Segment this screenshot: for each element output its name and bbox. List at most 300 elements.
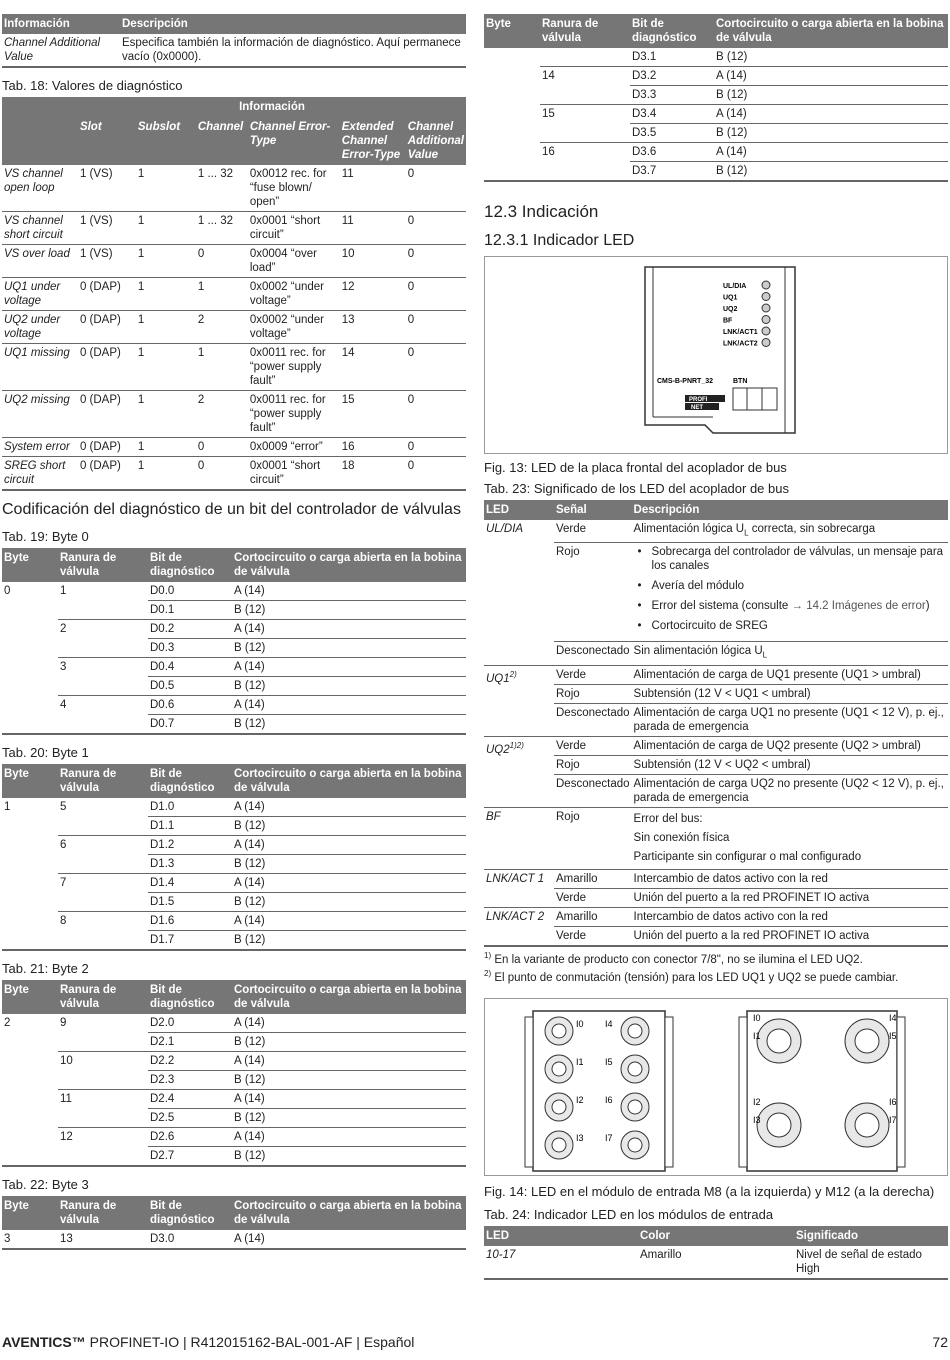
table-cell: 0 [406, 391, 466, 438]
led-indicator-icon [762, 293, 770, 301]
byte-cell [2, 620, 58, 639]
slot-cell: 11 [60, 1093, 72, 1105]
brand: AVENTICS™ [2, 1334, 86, 1350]
table-row [2, 582, 466, 601]
table-row [2, 677, 466, 696]
coil-cell: B (12) [714, 124, 948, 143]
table-cell: 0 [196, 457, 248, 491]
coil-cell: A (14) [714, 143, 948, 162]
signal: Desconectado [554, 642, 632, 665]
table-cell: 0x0001 “short circuit” [248, 212, 340, 245]
slot-cell [540, 124, 630, 143]
led-lnk-act-2: LNK/ACT 2 [484, 907, 554, 946]
slot-cell: 6 [60, 839, 67, 851]
coil-cell: B (12) [232, 893, 466, 912]
table-cell: 1 [136, 212, 196, 245]
slot-cell: 8 [60, 915, 67, 927]
coil-cell: A (14) [232, 620, 466, 639]
table-row [2, 165, 466, 212]
input-label: I0 [753, 1013, 761, 1024]
diag-bit-cell: D3.1 [630, 48, 714, 67]
table-cell: 0 (DAP) [78, 457, 136, 491]
input-label: I3 [753, 1115, 761, 1126]
desc: Subtensión (12 V < UQ2 < umbral) [632, 755, 948, 774]
byte-table-caption: Tab. 19: Byte 0 [2, 529, 89, 544]
coil-cell: B (12) [232, 1033, 466, 1052]
table-row [2, 658, 466, 677]
signal: Amarillo [554, 869, 632, 888]
coil-cell: B (12) [232, 855, 466, 874]
table-row [2, 696, 466, 715]
diag-bit-cell: D3.4 [630, 105, 714, 124]
led-uq1: UQ1$^{2)}$ [484, 665, 554, 736]
col-header [2, 117, 78, 165]
slot-cell [58, 639, 148, 658]
table-cell: System error [2, 438, 78, 457]
table-row [2, 1128, 466, 1147]
byte-cell: 1 [4, 801, 11, 813]
led-indicator-icon [762, 316, 770, 324]
diag-bit-cell: D2.7 [148, 1147, 232, 1167]
col-header: Channel Error-Type [248, 117, 340, 165]
coil-cell: B (12) [232, 601, 466, 620]
table-cell: 0 [406, 212, 466, 245]
signal: Desconectado [554, 703, 632, 736]
device-label: CMS-B-PNRT_32 [657, 378, 714, 385]
table-cell: 1 [136, 457, 196, 491]
byte-cell [484, 67, 540, 86]
table-cell: 0 (DAP) [78, 391, 136, 438]
desc: Unión del puerto a la red PROFINET IO activa [632, 888, 948, 907]
diag-bit-cell: D2.5 [148, 1109, 232, 1128]
byte-cell [2, 1128, 58, 1147]
byte-cell [2, 601, 58, 620]
table-cell: 0x0001 “short circuit” [248, 457, 340, 491]
diag-bit-cell: D0.7 [148, 715, 232, 735]
slot-cell [58, 1147, 148, 1167]
byte-cell [2, 836, 58, 855]
heading-led: 12.3.1 Indicador LED [484, 232, 635, 249]
info-row-label: Channel Additional Value [2, 34, 120, 67]
col-header: LED [484, 500, 554, 520]
signal: Verde [554, 888, 632, 907]
table-cell: 0x0002 “under voltage” [248, 311, 340, 344]
coil-cell: A (14) [232, 836, 466, 855]
led-label: UQ1 [723, 294, 738, 302]
slot-cell: 16 [542, 146, 555, 158]
fig14-image [484, 998, 948, 1176]
col-header: Cortocircuito o carga abierta en la bobina de válvula [714, 14, 948, 48]
byte-table [2, 764, 466, 951]
table-row [2, 438, 466, 457]
led-indicator-icon [762, 339, 770, 347]
input-label: I7 [889, 1115, 897, 1126]
table-cell: UQ1 under voltage [2, 278, 78, 311]
group-header: Información [78, 97, 466, 117]
diag-bit-cell: D0.4 [148, 658, 232, 677]
signal: Rojo [554, 543, 632, 642]
led-label: UL/DIA [723, 283, 747, 290]
col-header: Bit de diagnóstico [148, 980, 232, 1014]
byte-cell [2, 1052, 58, 1071]
table-row [2, 344, 466, 391]
desc: Intercambio de datos activo con la red [632, 869, 948, 888]
table-cell: 16 [340, 438, 406, 457]
table-row [484, 67, 948, 86]
input-label: I0 [576, 1019, 584, 1030]
byte-cell [2, 931, 58, 951]
coil-cell: A (14) [232, 1090, 466, 1109]
diag-bit-cell: D0.0 [148, 582, 232, 601]
byte-tables [2, 529, 466, 1250]
col-header: Cortocircuito o carga abierta en la bobina de válvula [232, 764, 466, 798]
table-cell: UQ2 missing [2, 391, 78, 438]
table-row [2, 817, 466, 836]
desc: Alimentación de carga UQ1 no presente (UQ1 < 12 V), p. ej., parada de emergencia [632, 703, 948, 736]
byte-cell [2, 696, 58, 715]
coil-cell: A (14) [232, 1230, 466, 1249]
table-cell: 1 [196, 278, 248, 311]
signal: Verde [554, 736, 632, 755]
col-header: Channel Additional Value [406, 117, 466, 165]
led-indicator-icon [762, 304, 770, 312]
table-cell: 1 (VS) [78, 165, 136, 212]
byte-cell [484, 124, 540, 143]
col-header: Significado [794, 1226, 948, 1246]
table-row [484, 86, 948, 105]
input-label: I7 [605, 1133, 613, 1144]
coil-cell: A (14) [232, 1128, 466, 1147]
table-cell: 0 [406, 438, 466, 457]
table-cell: 1 [136, 344, 196, 391]
diag-bit-cell: D0.3 [148, 639, 232, 658]
table-cell: 1 ... 32 [196, 165, 248, 212]
desc: Intercambio de datos activo con la red [632, 907, 948, 926]
table-cell: Amarillo [638, 1246, 794, 1279]
diag-bit-cell: D0.2 [148, 620, 232, 639]
table-row [2, 620, 466, 639]
slot-cell [540, 86, 630, 105]
col-header: Bit de diagnóstico [148, 764, 232, 798]
slot-cell [58, 715, 148, 735]
table-cell: 10 [340, 245, 406, 278]
input-label: I2 [753, 1097, 761, 1108]
table-cell: 1 (VS) [78, 212, 136, 245]
heading-indicacion: 12.3 Indicación [484, 202, 599, 221]
col-header: Ranura de válvula [540, 14, 630, 48]
table-cell: 0 [406, 311, 466, 344]
coil-cell: A (14) [232, 1052, 466, 1071]
page-number: 72 [932, 1334, 948, 1350]
byte3-continuation-table [484, 14, 948, 182]
table-row [484, 105, 948, 124]
signal: Desconectado [554, 774, 632, 807]
left-column [2, 14, 466, 1250]
slot-cell [58, 855, 148, 874]
byte-cell [2, 874, 58, 893]
table-cell: 1 [136, 278, 196, 311]
table-cell: VS channel open loop [2, 165, 78, 212]
col-header: Slot [78, 117, 136, 165]
footer-text: PROFINET-IO | R412015162-BAL-001-AF | Español [85, 1334, 415, 1350]
slot-cell [58, 1033, 148, 1052]
input-label: I6 [889, 1097, 897, 1108]
table-row [2, 874, 466, 893]
desc: Error del bus: Sin conexión física Participante sin configurar o mal configurado [632, 807, 948, 869]
table-cell: 1 [136, 391, 196, 438]
led-uq2: $UQ2^{1)2)}$ [484, 736, 554, 807]
byte-cell [2, 855, 58, 874]
input-label: I4 [605, 1019, 613, 1030]
coil-cell: B (12) [232, 639, 466, 658]
col-header: Color [638, 1226, 794, 1246]
table-row [2, 457, 466, 491]
btn-label: BTN [733, 378, 748, 385]
bullet-item: • Sobrecarga del controlador de válvulas, un mensaje para los canales [634, 545, 946, 573]
diag-bit-cell: D2.1 [148, 1033, 232, 1052]
table-cell: 2 [196, 391, 248, 438]
table-cell: 0 [406, 165, 466, 212]
table-row [2, 931, 466, 951]
coil-cell: A (14) [232, 582, 466, 601]
input-label: I3 [576, 1133, 584, 1144]
table-row [2, 311, 466, 344]
byte-cell [2, 893, 58, 912]
col-header: Señal [554, 500, 632, 520]
byte-cell [2, 1033, 58, 1052]
coil-cell: B (12) [232, 1109, 466, 1128]
diag-bit-cell: D0.5 [148, 677, 232, 696]
byte-table [2, 980, 466, 1167]
col-header: Bit de diagnóstico [148, 548, 232, 582]
table-cell: 1 [136, 165, 196, 212]
footnote-1: $^{1)}$ En la variante de producto con conector 7/8", no se ilumina el LED UQ2. [484, 950, 863, 966]
byte-cell [2, 1109, 58, 1128]
table-cell: 0 (DAP) [78, 311, 136, 344]
slot-cell: 13 [58, 1230, 148, 1249]
coil-cell: A (14) [714, 67, 948, 86]
tab23-caption: Tab. 23: Significado de los LED del acoplador de bus [484, 481, 789, 496]
table-cell: 0 [406, 344, 466, 391]
table-row [484, 162, 948, 182]
diag-bit-cell: D3.3 [630, 86, 714, 105]
coil-cell: B (12) [714, 48, 948, 67]
table-row [2, 855, 466, 874]
col-header: Byte [2, 1196, 58, 1230]
slot-cell [540, 48, 630, 67]
table-row [2, 1090, 466, 1109]
table-cell: 0x0012 rec. for “fuse blown/ open” [248, 165, 340, 212]
desc: Sin alimentación lógica $U_L$ [632, 642, 948, 665]
coil-cell: A (14) [232, 912, 466, 931]
led-indicator-icon [762, 327, 770, 335]
coil-cell: A (14) [232, 658, 466, 677]
diag-bit-cell: D2.4 [148, 1090, 232, 1109]
table-cell: 11 [340, 165, 406, 212]
byte-cell: 0 [4, 585, 11, 597]
diag-bit-cell: D2.3 [148, 1071, 232, 1090]
diag-bit-cell: D3.6 [630, 143, 714, 162]
table-row [2, 1230, 466, 1249]
table-row [2, 601, 466, 620]
table-row [2, 1109, 466, 1128]
table-cell: 12 [340, 278, 406, 311]
diag-bit-cell: D1.0 [148, 798, 232, 817]
signal: Verde [554, 926, 632, 946]
input-label: I4 [889, 1013, 897, 1024]
byte-cell: 3 [2, 1230, 58, 1249]
table-cell: 0 [196, 245, 248, 278]
col-header: Ranura de válvula [58, 1196, 148, 1230]
diag-bit-cell: D3.5 [630, 124, 714, 143]
diag-bit-cell: D1.1 [148, 817, 232, 836]
table-cell: 0 (DAP) [78, 344, 136, 391]
table-cell: 1 (VS) [78, 245, 136, 278]
col-header: Información [2, 14, 120, 34]
col-header: Byte [484, 14, 540, 48]
coil-cell: A (14) [232, 798, 466, 817]
table-cell: VS over load [2, 245, 78, 278]
table-cell: 1 [136, 311, 196, 344]
slot-cell: 15 [542, 108, 555, 120]
table-cell: 15 [340, 391, 406, 438]
tab24-caption: Tab. 24: Indicador LED en los módulos de entrada [484, 1207, 774, 1223]
diagnostic-values-table [2, 97, 466, 491]
error-images-link[interactable]: → 14.2 Imágenes de error [791, 600, 926, 613]
signal: Rojo [554, 684, 632, 703]
diag-bit-cell: D1.7 [148, 931, 232, 951]
table-cell: 18 [340, 457, 406, 491]
slot-cell: 1 [60, 585, 67, 597]
led-indicator-icon [762, 281, 770, 289]
col-header: Cortocircuito o carga abierta en la bobina de válvula [232, 548, 466, 582]
desc: Alimentación de carga de UQ2 presente (UQ2 > umbral) [632, 736, 948, 755]
slot-cell: 9 [60, 1017, 67, 1029]
table-row [2, 1147, 466, 1167]
col-header: Bit de diagnóstico [630, 14, 714, 48]
desc: Alimentación lógica $U_L$ correcta, sin sobrecarga [632, 520, 948, 543]
diag-bit-cell: D1.5 [148, 893, 232, 912]
byte-table-caption: Tab. 20: Byte 1 [2, 745, 89, 760]
coil-cell: B (12) [232, 1071, 466, 1090]
slot-cell [540, 162, 630, 182]
bullet-item: • Error del sistema (consulte → 14.2 Imágenes de error) [634, 599, 946, 613]
page-footer [2, 1334, 948, 1350]
table-row [2, 278, 466, 311]
slot-cell: 5 [60, 801, 67, 813]
byte-cell [2, 658, 58, 677]
coil-cell: B (12) [232, 931, 466, 951]
table-cell: 0 [406, 245, 466, 278]
byte-cell [2, 1147, 58, 1167]
col-header: Channel [196, 117, 248, 165]
slot-cell: 3 [60, 661, 67, 673]
byte-cell [2, 1090, 58, 1109]
col-header: Cortocircuito o carga abierta en la bobina de válvula [232, 980, 466, 1014]
byte-cell [484, 162, 540, 182]
desc: Alimentación de carga de UQ1 presente (UQ1 > umbral) [632, 665, 948, 684]
byte-cell [484, 143, 540, 162]
diag-bit-cell: D3.7 [630, 162, 714, 182]
diag-bit-cell: D3.0 [148, 1230, 232, 1249]
desc: Subtensión (12 V < UQ1 < umbral) [632, 684, 948, 703]
coil-cell: B (12) [714, 86, 948, 105]
slot-cell [58, 1109, 148, 1128]
col-header: Byte [2, 980, 58, 1014]
table-row [2, 212, 466, 245]
coil-cell: B (12) [232, 677, 466, 696]
slot-cell: 10 [60, 1055, 73, 1067]
coil-cell: B (12) [714, 162, 948, 182]
table-cell: 0 [406, 278, 466, 311]
slot-cell [58, 817, 148, 836]
table-row [2, 1071, 466, 1090]
footnote-2: $^{2)}$ El punto de conmutación (tensión) para los LED UQ1 y UQ2 se puede cambiar. [484, 969, 899, 985]
table-cell: 1 [196, 344, 248, 391]
byte-cell [2, 639, 58, 658]
slot-cell: 4 [60, 699, 67, 711]
signal: Amarillo [554, 907, 632, 926]
led-meaning-table [484, 500, 948, 947]
led-ul-dia: UL/DIA [484, 520, 554, 665]
diag-bit-cell: D1.3 [148, 855, 232, 874]
input-modules-drawing [485, 999, 947, 1175]
table-cell: 0x0011 rec. for “power supply fault” [248, 344, 340, 391]
led-label: LNK/ACT1 [723, 329, 758, 336]
byte-cell [2, 715, 58, 735]
byte-cell [2, 1071, 58, 1090]
table-row [2, 391, 466, 438]
diag-bit-cell: D2.0 [148, 1014, 232, 1033]
bus-coupler-front-plate [485, 257, 947, 453]
diag-bit-cell: D0.6 [148, 696, 232, 715]
table-cell: 1 [136, 245, 196, 278]
table-row [2, 1052, 466, 1071]
slot-cell [58, 931, 148, 951]
slot-cell [58, 601, 148, 620]
slot-cell: 2 [60, 623, 67, 635]
diag-bit-cell: D1.2 [148, 836, 232, 855]
table-cell: 0x0009 “error” [248, 438, 340, 457]
led-bf: BF [484, 807, 554, 869]
coil-cell: A (14) [714, 105, 948, 124]
table-row [2, 1033, 466, 1052]
byte-table-caption: Tab. 21: Byte 2 [2, 961, 89, 976]
table-cell: SREG short circuit [2, 457, 78, 491]
table-row [2, 912, 466, 931]
desc: Alimentación de carga UQ2 no presente (UQ2 < 12 V), p. ej., parada de emergencia [632, 774, 948, 807]
input-label: I2 [576, 1095, 584, 1106]
table-cell: 1 [136, 438, 196, 457]
info-table [2, 14, 466, 68]
col-header: Ranura de válvula [58, 980, 148, 1014]
logo-top-text: PROFI [689, 397, 708, 403]
diag-bit-cell: D0.1 [148, 601, 232, 620]
logo-bottom-text: NET [691, 405, 703, 411]
table-cell: 13 [340, 311, 406, 344]
led-label: UQ2 [723, 306, 738, 313]
coil-cell: A (14) [232, 1014, 466, 1033]
diag-bit-cell: D1.4 [148, 874, 232, 893]
table-cell: 0 (DAP) [78, 438, 136, 457]
table-row [484, 143, 948, 162]
col-header: Ranura de válvula [58, 548, 148, 582]
slot-cell: 12 [60, 1131, 73, 1143]
desc [632, 543, 948, 642]
table-cell: Nivel de señal de estado High [794, 1246, 948, 1279]
slot-cell: 7 [60, 877, 67, 889]
byte-cell [484, 48, 540, 67]
